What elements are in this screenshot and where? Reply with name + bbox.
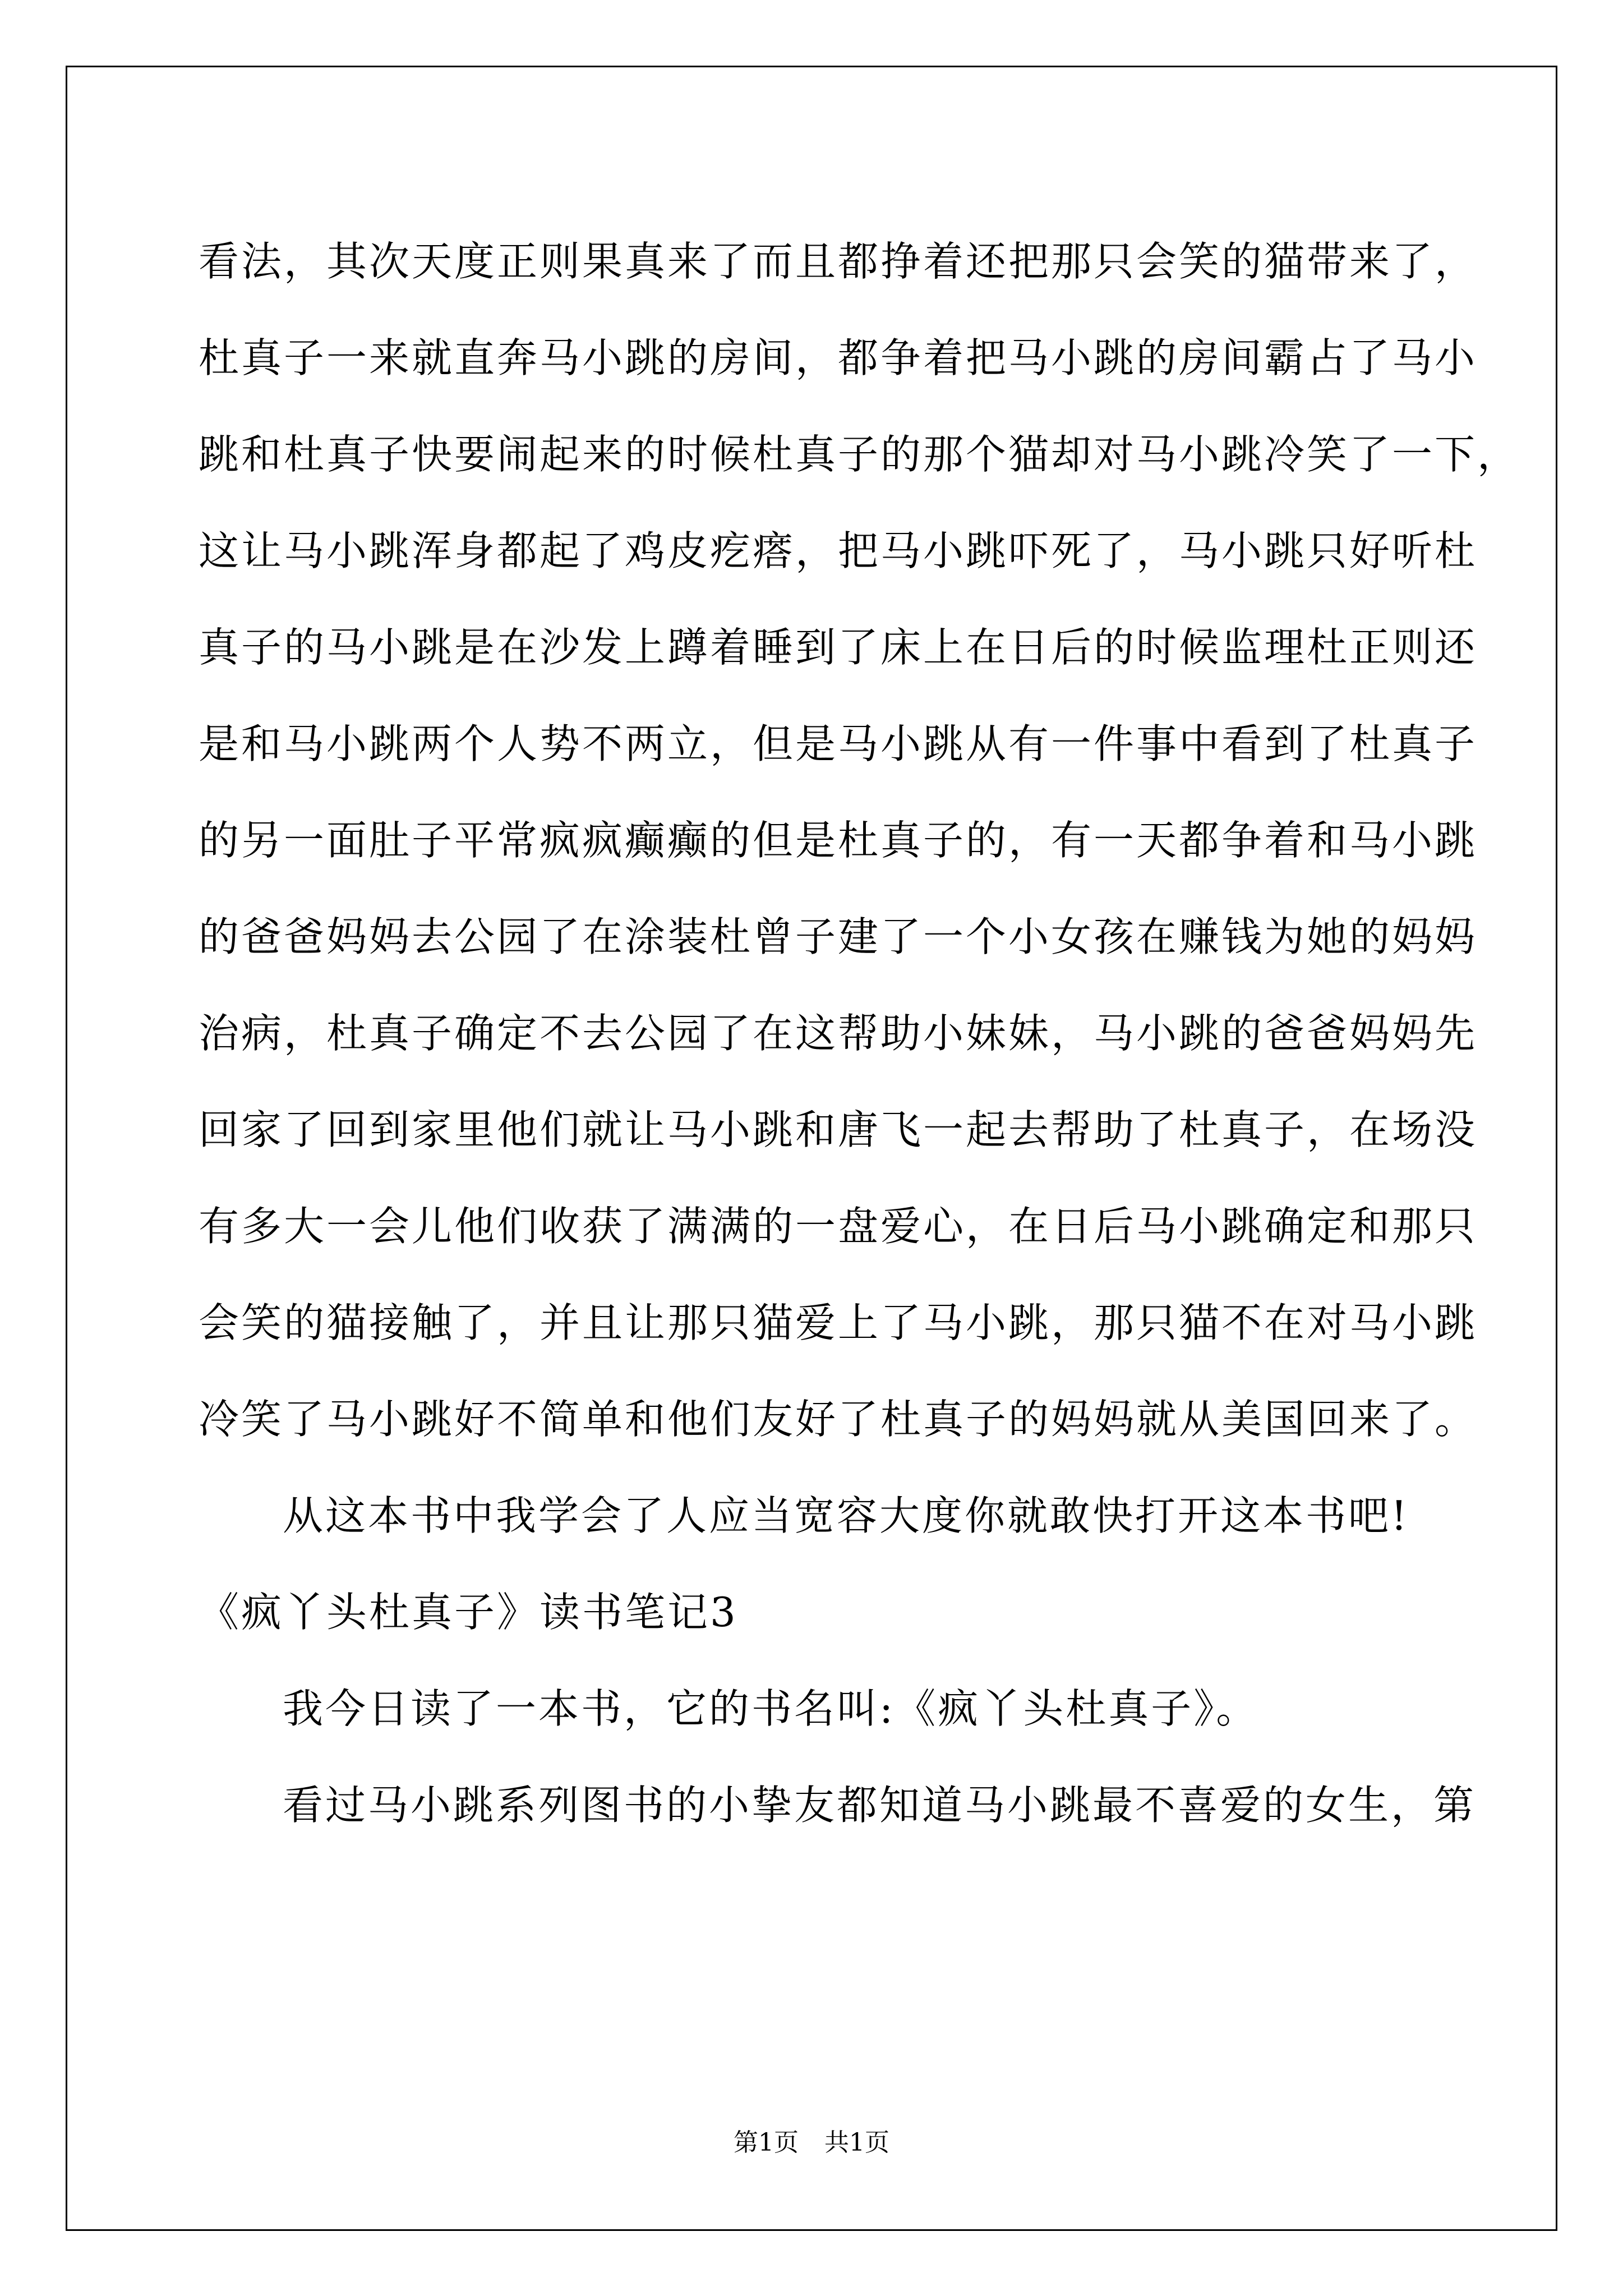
- section-heading: 《疯丫头杜真子》读书笔记3: [199, 1589, 738, 1636]
- page-number-current: 第1页: [734, 2128, 799, 2157]
- text-line: 看法，其次天度正则果真来了而且都挣着还把那只会笑的猫带来了，: [199, 238, 1478, 285]
- text-line: 回家了回到家里他们就让马小跳和唐飞一起去帮助了杜真子，在场没: [199, 1106, 1478, 1153]
- text-line: 冷笑了马小跳好不简单和他们友好了杜真子的妈妈就从美国回来了。: [199, 1396, 1478, 1443]
- paragraph-line: 看过马小跳系列图书的小挚友都知道马小跳最不喜爱的女生，第: [283, 1782, 1477, 1829]
- text-line: 跳和杜真子快要闹起来的时候杜真子的那个猫却对马小跳冷笑了一下，: [199, 431, 1520, 478]
- text-line: 的另一面肚子平常疯疯癫癫的但是杜真子的，有一天都争着和马小跳: [199, 817, 1478, 864]
- text-line: 杜真子一来就直奔马小跳的房间，都争着把马小跳的房间霸占了马小: [199, 334, 1478, 381]
- text-line: 会笑的猫接触了，并且让那只猫爱上了马小跳，那只猫不在对马小跳: [199, 1299, 1478, 1346]
- paragraph-line: 从这本书中我学会了人应当宽容大度你就敢快打开这本书吧!: [283, 1492, 1409, 1539]
- page-number-total: 共1页: [824, 2128, 889, 2157]
- text-line: 的爸爸妈妈去公园了在涂装杜曾子建了一个小女孩在赚钱为她的妈妈: [199, 913, 1478, 960]
- page-footer: [0, 2126, 1623, 2160]
- text-line: 治病，杜真子确定不去公园了在这帮助小妹妹，马小跳的爸爸妈妈先: [199, 1010, 1478, 1057]
- paragraph-line: 我今日读了一本书，它的书名叫:《疯丫头杜真子》。: [283, 1685, 1259, 1732]
- text-line: 这让马小跳浑身都起了鸡皮疙瘩，把马小跳吓死了，马小跳只好听杜: [199, 527, 1478, 574]
- text-line: 真子的马小跳是在沙发上蹲着睡到了床上在日后的时候监理杜正则还: [199, 624, 1478, 671]
- text-line: 有多大一会儿他们收获了满满的一盘爱心，在日后马小跳确定和那只: [199, 1203, 1478, 1250]
- document-body: [199, 213, 1520, 1853]
- text-line: 是和马小跳两个人势不两立，但是马小跳从有一件事中看到了杜真子: [199, 720, 1478, 767]
